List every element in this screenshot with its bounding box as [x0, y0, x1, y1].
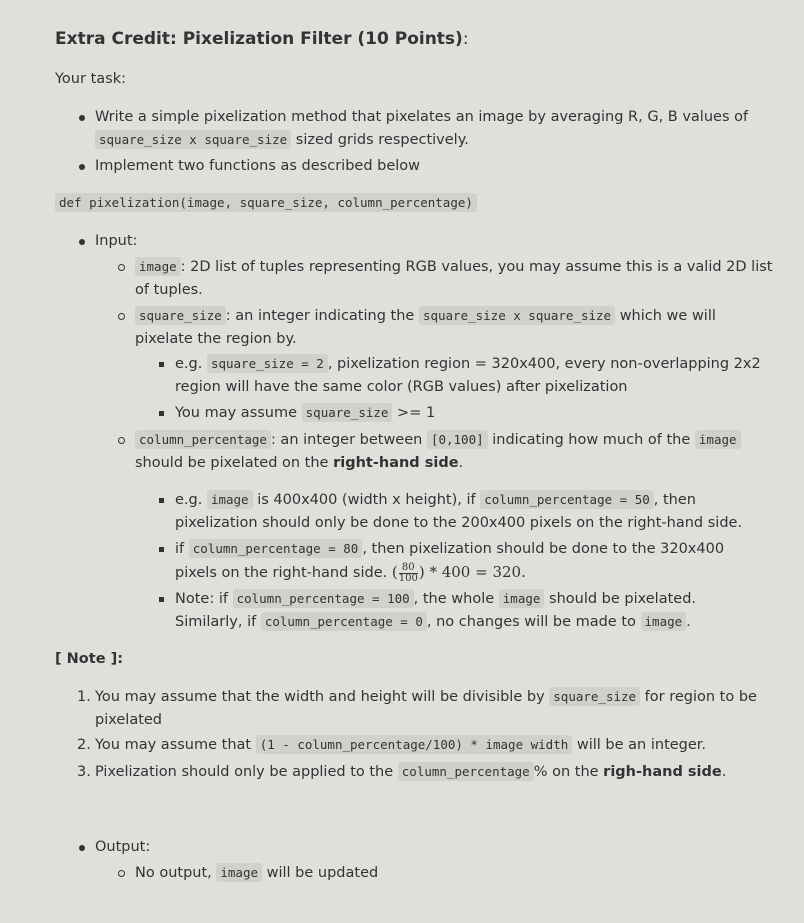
square-size-assumption: You may assume square_size >= 1 — [175, 405, 436, 421]
task-item-2: Implement two functions as described below — [95, 158, 421, 174]
note-item-1-cont: pixelated — [95, 712, 163, 728]
section-title: Extra Credit: Pixelization Filter (10 Points): — [55, 29, 469, 49]
function-signature: def pixelization(image, square_size, column_percentage) — [55, 193, 477, 212]
param-column-percentage-cont: should be pixelated on the right-hand side. — [135, 455, 464, 471]
square-size-example: e.g. square_size = 2 , pixelization region = 320x400, every non-overlapping 2x2 — [175, 356, 761, 372]
param-image: image : 2D list of tuples representing RGB values, you may assume this is a valid 2D list — [135, 257, 772, 277]
output-desc: No output, image will be updated — [135, 865, 379, 881]
intro-text: Your task: — [55, 71, 126, 87]
note-item-1: 1. You may assume that the width and height will be divisible by square_size for region to be — [77, 689, 757, 705]
note-item-3: 3. Pixelization should only be applied to the column_percentage % on the righ-hand side. — [77, 764, 727, 780]
param-column-percentage: column_percentage : an integer between [0,100] indicating how much of the image — [135, 430, 741, 450]
param-image-cont: of tuples. — [135, 282, 203, 298]
cp-example-1: e.g. image is 400x400 (width x height), if column_percentage = 50 , then — [175, 492, 696, 508]
task-item-1: Write a simple pixelization method that pixelates an image by averaging R, G, B values of — [95, 109, 749, 125]
task-item-1-cont: square_size x square_size sized grids respectively. — [95, 130, 469, 150]
cp-note: Note: if column_percentage = 100 , the whole image should be pixelated. — [175, 591, 697, 607]
param-square-size: square_size : an integer indicating the square_size x square_size which we will — [135, 306, 716, 326]
math-expression: ( $\frac{80}{100}$ ) * 400 = 320. — [391, 561, 526, 584]
cp-example-2-cont: pixels on the right-hand side. ( $\frac{80}{100}$ ) * 400 = 320. — [175, 561, 526, 584]
output-label: Output: — [95, 839, 151, 855]
input-label: Input: — [95, 233, 138, 249]
cp-example-1-cont: pixelization should only be done to the 200x400 pixels on the right-hand side. — [175, 515, 743, 531]
cp-note-cont: Similarly, if column_percentage = 0 , no changes will be made to image . — [175, 614, 691, 630]
square-size-example-cont: region will have the same color (RGB values) after pixelization — [175, 379, 628, 395]
notes-heading: [ Note ]: — [55, 651, 124, 667]
param-square-size-cont: pixelate the region by. — [135, 331, 297, 347]
note-item-2: 2. You may assume that (1 - column_percentage/100) * image width will be an integer. — [77, 737, 707, 753]
cp-example-2: if column_percentage = 80 , then pixelization should be done to the 320x400 — [175, 541, 725, 557]
